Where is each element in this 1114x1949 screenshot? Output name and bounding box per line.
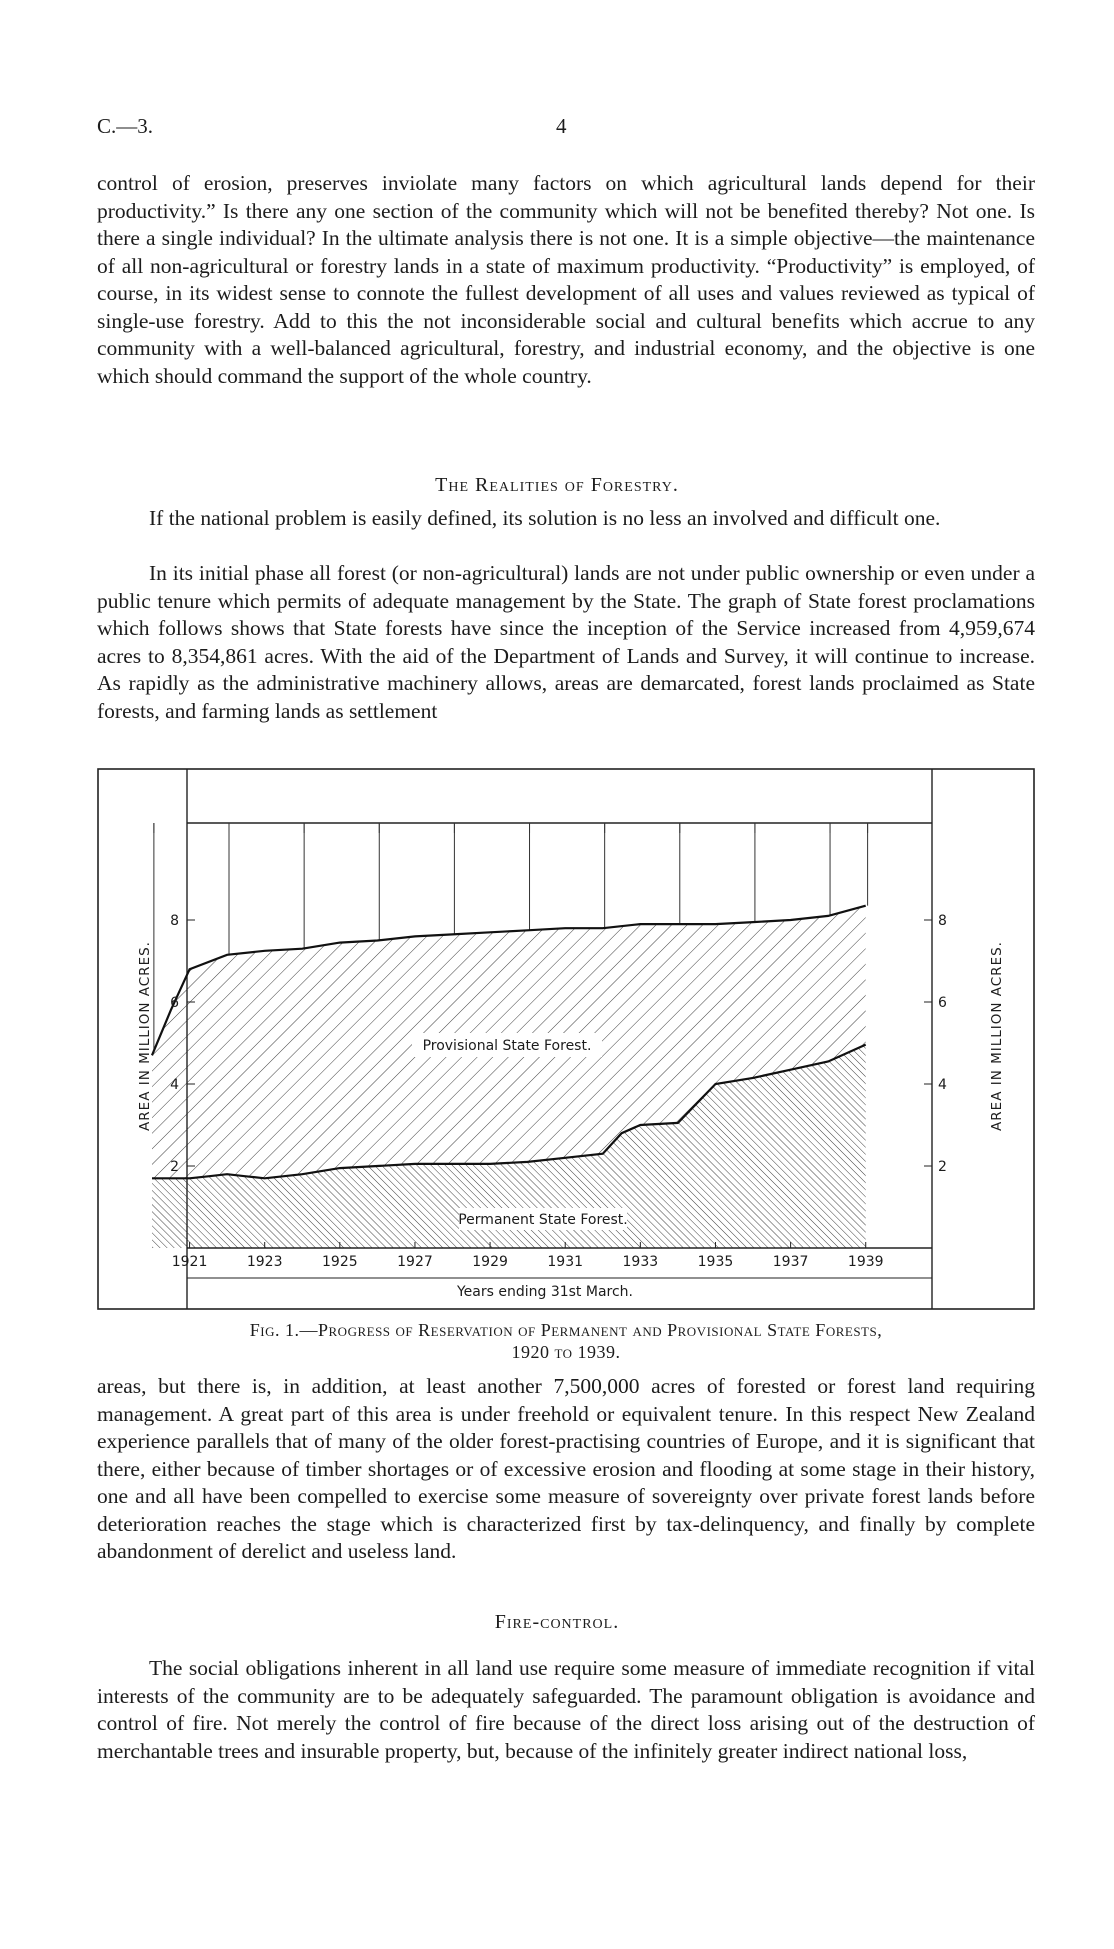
- paragraph-1: control of erosion, preserves inviolate many factors on which agricultural lands depend for their productivity.” Is there any one section of the community which will not be benefited thereby? Not one. Is there a single individual? In the ultimate analysis there is not one. It is a simple objective—the maintenance of all non-agricultural or forestry lands in a state of maximum productivity. “Productivity” is employed, of course, in its widest sense to connote the fullest development of all uses and values reviewed as typical of single-use forestry. Add to this the not inconsiderable social and cultural benefits which accrue to any community with a well-balanced agricultural, forestry, and industrial economy, and the objective is one which should command the support of the whole country.: [97, 171, 1035, 388]
- x-tick-label: 1937: [772, 1254, 809, 1270]
- section-heading-realities: The Realities of Forestry.: [435, 474, 679, 496]
- x-axis-label: Years ending 31st March.: [456, 1284, 634, 1300]
- x-tick-label: 1939: [847, 1254, 884, 1270]
- provisional-series-label: Provisional State Forest.: [422, 1038, 592, 1054]
- paragraph-2: If the national problem is easily defined, its solution is no less an involved and difficult one.: [149, 506, 941, 530]
- paragraph-3: In its initial phase all forest (or non-agricultural) lands are not under public ownership or even under a public tenure which permits of adequate management by the State. The graph of State forest proclamations which follows shows that State forests have since the inception of the Service increased from 4,959,674 acres to 8,354,861 acres. With the aid of the Department of Lands and Survey, it will continue to increase. As rapidly as the administrative machinery allows, areas are demarcated, forest lands proclaimed as State forests, and farming lands as settlement: [97, 561, 1035, 723]
- y-tick-label-right: 4: [938, 1077, 947, 1093]
- forest-area-chart: [97, 768, 1035, 1310]
- figure-caption: [97, 1319, 1035, 1363]
- y-tick-label-left: 8: [170, 913, 179, 929]
- x-tick-label: 1923: [246, 1254, 283, 1270]
- x-tick-label: 1935: [697, 1254, 734, 1270]
- permanent-series-label: Permanent State Forest.: [458, 1212, 628, 1228]
- y-ticks-right: [924, 913, 947, 1175]
- x-tick-label: 1925: [322, 1254, 358, 1270]
- y-axis-label-right: AREA IN MILLION ACRES.: [989, 941, 1005, 1131]
- page-id: C.—3.: [97, 114, 154, 138]
- y-tick-label-right: 8: [938, 913, 947, 929]
- y-axis-label-left: AREA IN MILLION ACRES.: [137, 941, 153, 1131]
- section-heading-fire-control: Fire-control.: [494, 1611, 620, 1633]
- caption-prefix: Fig. 1.—: [249, 1320, 318, 1340]
- figure-1: [97, 768, 1035, 1310]
- x-tick-label: 1921: [171, 1254, 208, 1270]
- page-number: 4: [556, 114, 567, 138]
- y-tick-label-right: 2: [938, 1159, 947, 1175]
- y-tick-label-left: 2: [170, 1159, 179, 1175]
- y-tick-label-right: 6: [938, 995, 947, 1011]
- caption-years: 1920 to 1939.: [511, 1342, 621, 1362]
- x-tick-label: 1927: [397, 1254, 433, 1270]
- y-tick-label-left: 4: [170, 1077, 179, 1093]
- x-tick-label: 1931: [547, 1254, 584, 1270]
- paragraph-5: The social obligations inherent in all land use require some measure of immediate recognition if vital interests of the community are to be adequately safeguarded. The paramount obligation is avoidance and control of fire. Not merely the control of fire because of the direct loss arising out of the destruction of merchantable trees and insurable property, but, because of the infinitely greater indirect national loss,: [97, 1656, 1035, 1763]
- paragraph-4: areas, but there is, in addition, at least another 7,500,000 acres of forested or forest land requiring management. A great part of this area is under freehold or equivalent tenure. In this respect New Zealand experience parallels that of many of the older forest-practising countries of Europe, and it is significant that there, either because of timber shortages or of excessive erosion and flooding at some stage in their history, one and all have been compelled to exercise some measure of sovereignty over private forest lands before deterioration reaches the stage which is characterized first by tax-delinquency, and finally by complete abandonment of derelict and useless land.: [97, 1374, 1035, 1563]
- caption-title: Progress of Reservation of Permanent and Provisional State Forests,: [318, 1320, 883, 1340]
- x-tick-label: 1933: [622, 1254, 659, 1270]
- x-tick-label: 1929: [472, 1254, 508, 1270]
- y-tick-label-left: 6: [170, 995, 179, 1011]
